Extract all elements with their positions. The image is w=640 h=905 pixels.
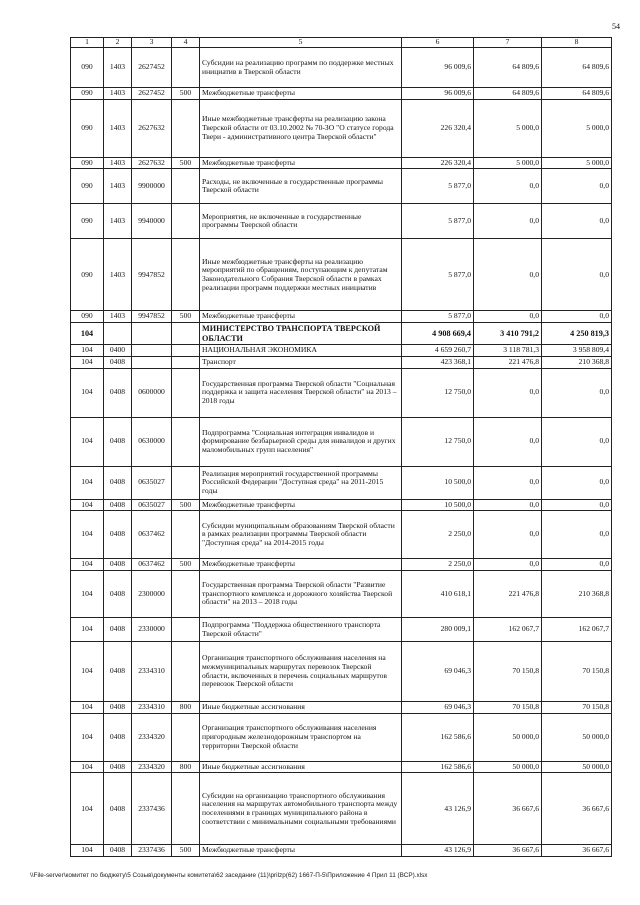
- section-code-cell: 0408: [104, 499, 132, 511]
- section-code-cell: 0408: [104, 559, 132, 571]
- description-cell: Субсидии на организацию транспортного обслуживания населения на маршрутах автомобильного транспорта между поселениями в границах муниципального района в соответствии с минимальными социальными требованиями: [200, 773, 402, 845]
- ministry-code-cell: 104: [71, 559, 104, 571]
- description-cell: МИНИСТЕРСТВО ТРАНСПОРТА ТВЕРСКОЙ ОБЛАСТИ: [200, 323, 402, 345]
- amount-2015-cell: 0,0: [474, 311, 542, 323]
- amount-2016-cell: 50 000,0: [542, 713, 612, 761]
- section-code-cell: 0408: [104, 417, 132, 466]
- expense-type-cell: 800: [172, 702, 200, 714]
- table-row: [71, 157, 612, 169]
- file-path-footer: \\File-server\комитет по бюджету\5 Созыв\документы комитета\62 заседание (11)\prilzp(62) 1667-П-5\Приложение 4 Прил 11 (ВСР).xlsx: [30, 872, 428, 879]
- amount-2014-cell: 96 009,6: [402, 48, 474, 88]
- amount-2015-cell: 64 809,6: [474, 48, 542, 88]
- column-header: 3: [132, 38, 172, 48]
- amount-2016-cell: 4 250 819,3: [542, 323, 612, 345]
- table-row: [71, 356, 612, 368]
- expense-type-cell: [172, 99, 200, 157]
- target-article-cell: 9947852: [132, 239, 172, 311]
- description-cell: Межбюджетные трансферты: [200, 311, 402, 323]
- table-row: [71, 511, 612, 559]
- section-code-cell: 0408: [104, 511, 132, 559]
- target-article-cell: 2300000: [132, 571, 172, 618]
- section-code-cell: 0408: [104, 466, 132, 499]
- amount-2014-cell: 96 009,6: [402, 88, 474, 100]
- ministry-code-cell: 090: [71, 99, 104, 157]
- expense-type-cell: [172, 368, 200, 417]
- column-header: 5: [200, 38, 402, 48]
- target-article-cell: 9900000: [132, 169, 172, 204]
- amount-2014-cell: 10 500,0: [402, 466, 474, 499]
- table-row: [71, 239, 612, 311]
- description-cell: Транспорт: [200, 356, 402, 368]
- expense-type-cell: [172, 511, 200, 559]
- amount-2016-cell: 64 809,6: [542, 48, 612, 88]
- amount-2015-cell: 162 067,7: [474, 618, 542, 642]
- amount-2014-cell: 423 368,1: [402, 356, 474, 368]
- description-cell: Иные бюджетные ассигнования: [200, 761, 402, 773]
- target-article-cell: 0630000: [132, 417, 172, 466]
- description-cell: Организация транспортного обслуживания населения пригородным железнодорожным транспортом на территории Тверской области: [200, 713, 402, 761]
- target-article-cell: 2334310: [132, 642, 172, 702]
- amount-2015-cell: 0,0: [474, 499, 542, 511]
- ministry-code-cell: 090: [71, 204, 104, 239]
- amount-2014-cell: 4 659 260,7: [402, 345, 474, 357]
- amount-2014-cell: 69 046,3: [402, 702, 474, 714]
- budget-table: [70, 37, 612, 857]
- table-row: [71, 845, 612, 857]
- section-code-cell: [104, 323, 132, 345]
- expense-type-cell: 800: [172, 761, 200, 773]
- target-article-cell: [132, 356, 172, 368]
- description-cell: Субсидии муниципальным образованиям Тверской области в рамках реализации программы Тверской области "Доступная среда" на 2014-2015 годы: [200, 511, 402, 559]
- expense-type-cell: [172, 618, 200, 642]
- section-code-cell: 1403: [104, 169, 132, 204]
- amount-2015-cell: 5 000,0: [474, 99, 542, 157]
- column-number-row: [71, 38, 612, 48]
- section-code-cell: 1403: [104, 311, 132, 323]
- amount-2016-cell: 0,0: [542, 368, 612, 417]
- amount-2016-cell: 162 067,7: [542, 618, 612, 642]
- amount-2016-cell: 3 958 809,4: [542, 345, 612, 357]
- amount-2016-cell: 64 809,6: [542, 88, 612, 100]
- table-row: [71, 499, 612, 511]
- amount-2016-cell: 0,0: [542, 417, 612, 466]
- amount-2016-cell: 210 368,8: [542, 571, 612, 618]
- ministry-code-cell: 104: [71, 417, 104, 466]
- amount-2014-cell: 10 500,0: [402, 499, 474, 511]
- description-cell: Межбюджетные трансферты: [200, 88, 402, 100]
- description-cell: Подпрограмма "Поддержка общественного транспорта Тверской области": [200, 618, 402, 642]
- ministry-code-cell: 090: [71, 48, 104, 88]
- amount-2014-cell: 12 750,0: [402, 368, 474, 417]
- ministry-code-cell: 104: [71, 618, 104, 642]
- section-code-cell: 0408: [104, 642, 132, 702]
- table-row: [71, 204, 612, 239]
- amount-2016-cell: 0,0: [542, 204, 612, 239]
- section-code-cell: 0408: [104, 618, 132, 642]
- target-article-cell: 0637462: [132, 559, 172, 571]
- ministry-code-cell: 090: [71, 169, 104, 204]
- table-row: [71, 345, 612, 357]
- ministry-code-cell: 104: [71, 466, 104, 499]
- table-row: [71, 702, 612, 714]
- expense-type-cell: [172, 417, 200, 466]
- table-row: [71, 559, 612, 571]
- target-article-cell: 2337436: [132, 773, 172, 845]
- amount-2014-cell: 5 877,0: [402, 239, 474, 311]
- ministry-code-cell: 104: [71, 571, 104, 618]
- description-cell: Реализация мероприятий государственной программы Российской Федерации "Доступная среда" на 2011-2015 годы: [200, 466, 402, 499]
- amount-2016-cell: 50 000,0: [542, 761, 612, 773]
- target-article-cell: 9947852: [132, 311, 172, 323]
- description-cell: НАЦИОНАЛЬНАЯ ЭКОНОМИКА: [200, 345, 402, 357]
- target-article-cell: 0600000: [132, 368, 172, 417]
- amount-2015-cell: 36 667,6: [474, 773, 542, 845]
- description-cell: Иные межбюджетные трансферты на реализацию мероприятий по обращениям, поступающим к депутатам Законодательного Собрания Тверской области в рамках реализации программ поддержки местных инициатив: [200, 239, 402, 311]
- amount-2015-cell: 3 410 791,2: [474, 323, 542, 345]
- section-code-cell: 0408: [104, 713, 132, 761]
- section-code-cell: 0408: [104, 571, 132, 618]
- amount-2016-cell: 70 150,8: [542, 702, 612, 714]
- amount-2016-cell: 70 150,8: [542, 642, 612, 702]
- ministry-code-cell: 104: [71, 511, 104, 559]
- expense-type-cell: 500: [172, 88, 200, 100]
- amount-2015-cell: 221 476,8: [474, 356, 542, 368]
- table-row: [71, 417, 612, 466]
- expense-type-cell: 500: [172, 559, 200, 571]
- ministry-code-cell: 090: [71, 88, 104, 100]
- target-article-cell: [132, 323, 172, 345]
- amount-2016-cell: 0,0: [542, 169, 612, 204]
- expense-type-cell: [172, 773, 200, 845]
- amount-2014-cell: 162 586,6: [402, 713, 474, 761]
- amount-2016-cell: 0,0: [542, 499, 612, 511]
- table-row: [71, 642, 612, 702]
- section-code-cell: 1403: [104, 48, 132, 88]
- amount-2014-cell: 2 250,0: [402, 511, 474, 559]
- expense-type-cell: [172, 204, 200, 239]
- column-header: 6: [402, 38, 474, 48]
- amount-2014-cell: 4 908 669,4: [402, 323, 474, 345]
- target-article-cell: 2337436: [132, 845, 172, 857]
- table-row: [71, 773, 612, 845]
- ministry-code-cell: 104: [71, 323, 104, 345]
- expense-type-cell: [172, 571, 200, 618]
- ministry-code-cell: 104: [71, 368, 104, 417]
- amount-2015-cell: 64 809,6: [474, 88, 542, 100]
- section-code-cell: 1403: [104, 157, 132, 169]
- target-article-cell: 2330000: [132, 618, 172, 642]
- column-header: 8: [542, 38, 612, 48]
- target-article-cell: 0635027: [132, 466, 172, 499]
- description-cell: Иные бюджетные ассигнования: [200, 702, 402, 714]
- amount-2014-cell: 12 750,0: [402, 417, 474, 466]
- amount-2014-cell: 5 877,0: [402, 169, 474, 204]
- description-cell: Расходы, не включенные в государственные программы Тверской области: [200, 169, 402, 204]
- expense-type-cell: 500: [172, 157, 200, 169]
- amount-2016-cell: 0,0: [542, 311, 612, 323]
- section-code-cell: 0408: [104, 356, 132, 368]
- target-article-cell: 2627632: [132, 157, 172, 169]
- target-article-cell: 2627452: [132, 88, 172, 100]
- ministry-code-cell: 090: [71, 311, 104, 323]
- amount-2014-cell: 226 320,4: [402, 157, 474, 169]
- target-article-cell: 2627452: [132, 48, 172, 88]
- table-row: [71, 368, 612, 417]
- section-code-cell: 1403: [104, 88, 132, 100]
- expense-type-cell: [172, 713, 200, 761]
- section-code-cell: 0408: [104, 761, 132, 773]
- expense-type-cell: [172, 642, 200, 702]
- table-row: [71, 311, 612, 323]
- amount-2015-cell: 0,0: [474, 368, 542, 417]
- ministry-code-cell: 104: [71, 356, 104, 368]
- amount-2015-cell: 70 150,8: [474, 702, 542, 714]
- target-article-cell: 2334320: [132, 713, 172, 761]
- amount-2014-cell: 280 009,1: [402, 618, 474, 642]
- expense-type-cell: [172, 239, 200, 311]
- table-row: [71, 323, 612, 345]
- ministry-code-cell: 104: [71, 773, 104, 845]
- column-header: 1: [71, 38, 104, 48]
- section-code-cell: 1403: [104, 239, 132, 311]
- expense-type-cell: [172, 466, 200, 499]
- expense-type-cell: [172, 356, 200, 368]
- amount-2015-cell: 36 667,6: [474, 845, 542, 857]
- amount-2015-cell: 221 476,8: [474, 571, 542, 618]
- column-header: 2: [104, 38, 132, 48]
- ministry-code-cell: 104: [71, 702, 104, 714]
- amount-2014-cell: 5 877,0: [402, 311, 474, 323]
- amount-2015-cell: 0,0: [474, 466, 542, 499]
- target-article-cell: 2334310: [132, 702, 172, 714]
- amount-2016-cell: 36 667,6: [542, 773, 612, 845]
- amount-2015-cell: 5 000,0: [474, 157, 542, 169]
- amount-2016-cell: 0,0: [542, 239, 612, 311]
- amount-2015-cell: 0,0: [474, 511, 542, 559]
- ministry-code-cell: 104: [71, 761, 104, 773]
- expense-type-cell: 500: [172, 311, 200, 323]
- amount-2015-cell: 0,0: [474, 169, 542, 204]
- amount-2016-cell: 0,0: [542, 466, 612, 499]
- ministry-code-cell: 104: [71, 713, 104, 761]
- amount-2016-cell: 36 667,6: [542, 845, 612, 857]
- section-code-cell: 0408: [104, 773, 132, 845]
- description-cell: Иные межбюджетные трансферты на реализацию закона Тверской области от 03.10.2002 № 70-ЗО "О статусе города Твери - административного центра Тверской области": [200, 99, 402, 157]
- ministry-code-cell: 104: [71, 845, 104, 857]
- section-code-cell: 0400: [104, 345, 132, 357]
- target-article-cell: [132, 345, 172, 357]
- description-cell: Межбюджетные трансферты: [200, 845, 402, 857]
- amount-2015-cell: 50 000,0: [474, 761, 542, 773]
- ministry-code-cell: 104: [71, 345, 104, 357]
- table-row: [71, 99, 612, 157]
- amount-2014-cell: 43 126,9: [402, 845, 474, 857]
- description-cell: Организация транспортного обслуживания населения на межмуниципальных маршрутах перевозок Тверской области, включенных в перечень социальных маршрутов перевозок Тверской области: [200, 642, 402, 702]
- expense-type-cell: [172, 345, 200, 357]
- description-cell: Межбюджетные трансферты: [200, 157, 402, 169]
- target-article-cell: 0635027: [132, 499, 172, 511]
- amount-2015-cell: 50 000,0: [474, 713, 542, 761]
- column-header: 4: [172, 38, 200, 48]
- amount-2015-cell: 0,0: [474, 559, 542, 571]
- amount-2015-cell: 0,0: [474, 204, 542, 239]
- ministry-code-cell: 104: [71, 499, 104, 511]
- expense-type-cell: [172, 169, 200, 204]
- amount-2014-cell: 226 320,4: [402, 99, 474, 157]
- description-cell: Межбюджетные трансферты: [200, 559, 402, 571]
- expense-type-cell: 500: [172, 499, 200, 511]
- page-number: 54: [612, 22, 620, 31]
- ministry-code-cell: 104: [71, 642, 104, 702]
- table-row: [71, 466, 612, 499]
- column-header: 7: [474, 38, 542, 48]
- description-cell: Подпрограмма "Социальная интеграция инвалидов и формирование безбарьерной среды для инвалидов и других маломобильных групп населения": [200, 417, 402, 466]
- amount-2016-cell: 0,0: [542, 511, 612, 559]
- section-code-cell: 0408: [104, 368, 132, 417]
- section-code-cell: 0408: [104, 845, 132, 857]
- amount-2014-cell: 2 250,0: [402, 559, 474, 571]
- table-row: [71, 169, 612, 204]
- target-article-cell: 9940000: [132, 204, 172, 239]
- target-article-cell: 0637462: [132, 511, 172, 559]
- description-cell: Государственная программа Тверской области "Социальная поддержка и защита населения Тверской области" на 2013 – 2018 годы: [200, 368, 402, 417]
- description-cell: Межбюджетные трансферты: [200, 499, 402, 511]
- section-code-cell: 1403: [104, 99, 132, 157]
- amount-2014-cell: 69 046,3: [402, 642, 474, 702]
- amount-2016-cell: 5 000,0: [542, 99, 612, 157]
- amount-2014-cell: 43 126,9: [402, 773, 474, 845]
- expense-type-cell: [172, 323, 200, 345]
- amount-2014-cell: 162 586,6: [402, 761, 474, 773]
- amount-2016-cell: 5 000,0: [542, 157, 612, 169]
- amount-2015-cell: 70 150,8: [474, 642, 542, 702]
- ministry-code-cell: 090: [71, 239, 104, 311]
- table-row: [71, 571, 612, 618]
- expense-type-cell: [172, 48, 200, 88]
- target-article-cell: 2334320: [132, 761, 172, 773]
- table-row: [71, 88, 612, 100]
- section-code-cell: 1403: [104, 204, 132, 239]
- amount-2015-cell: 0,0: [474, 239, 542, 311]
- amount-2015-cell: 3 118 781,3: [474, 345, 542, 357]
- amount-2015-cell: 0,0: [474, 417, 542, 466]
- table-row: [71, 713, 612, 761]
- description-cell: Государственная программа Тверской области "Развитие транспортного комплекса и дорожного хозяйства Тверской области" на 2013 – 2018 годы: [200, 571, 402, 618]
- target-article-cell: 2627632: [132, 99, 172, 157]
- ministry-code-cell: 090: [71, 157, 104, 169]
- expense-type-cell: 500: [172, 845, 200, 857]
- table-row: [71, 48, 612, 88]
- amount-2014-cell: 410 618,1: [402, 571, 474, 618]
- description-cell: Субсидии на реализацию программ по поддержке местных инициатив в Тверской области: [200, 48, 402, 88]
- amount-2016-cell: 0,0: [542, 559, 612, 571]
- table-row: [71, 618, 612, 642]
- section-code-cell: 0408: [104, 702, 132, 714]
- table-row: [71, 761, 612, 773]
- amount-2014-cell: 5 877,0: [402, 204, 474, 239]
- amount-2016-cell: 210 368,8: [542, 356, 612, 368]
- description-cell: Мероприятия, не включенные в государственные программы Тверской области: [200, 204, 402, 239]
